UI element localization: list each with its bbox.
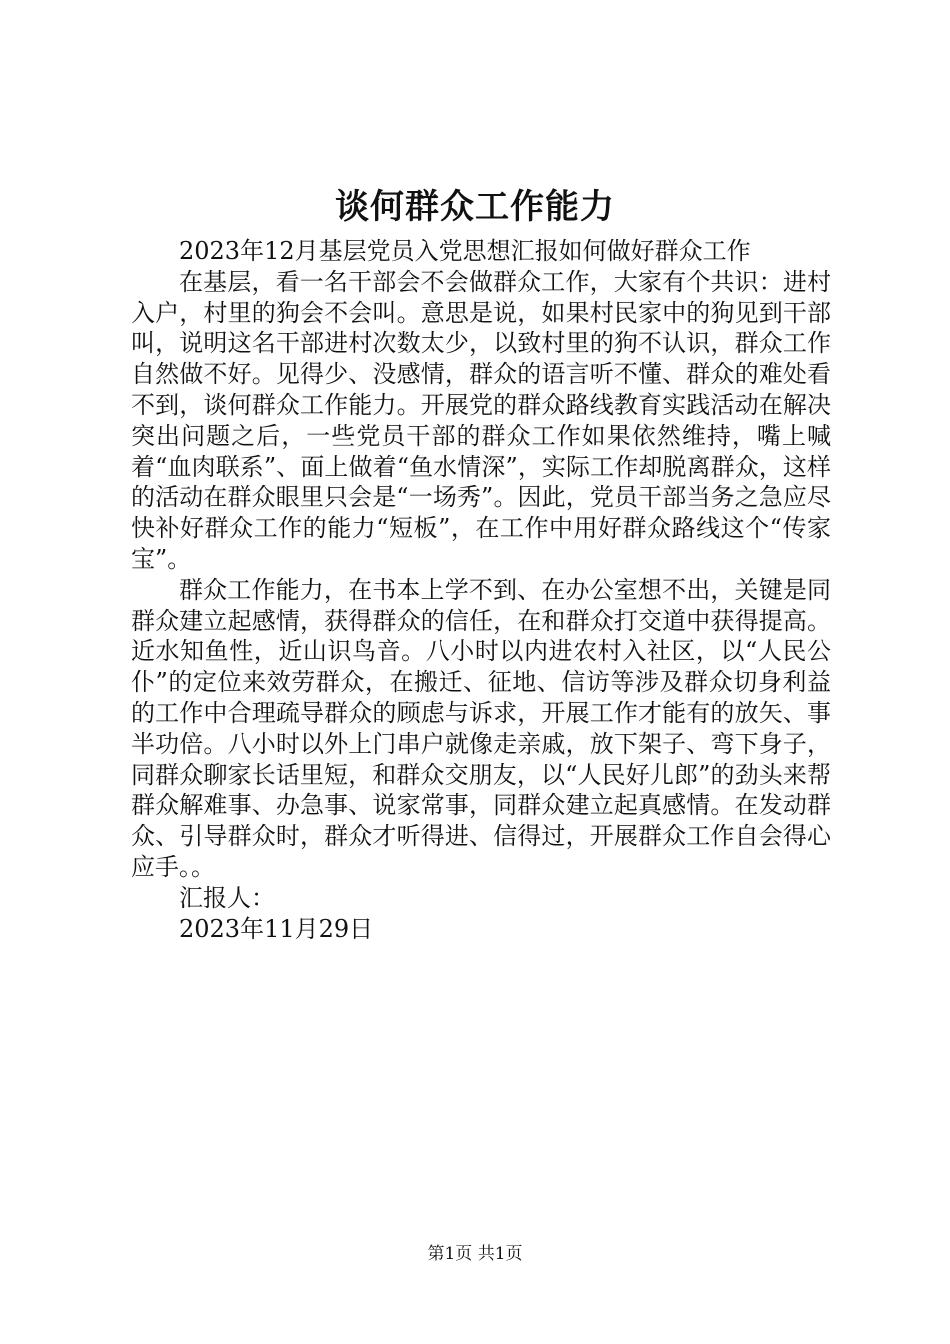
document-title: 谈何群众工作能力 [335, 187, 615, 227]
document-subtitle: 2023年12月基层党员入党思想汇报如何做好群众工作 [179, 237, 751, 265]
reporter-label: 汇报人： [179, 883, 275, 912]
report-date: 2023年11月29日 [179, 914, 374, 943]
document-body [131, 236, 831, 944]
paragraph-2: 群众工作能力，在书本上学不到、在办公室想不出，关键是同群众建立起感情，获得群众的信任，在和群众打交道中获得提高。近水知鱼性，近山识鸟音。八小时以内进农村入社区，以“人民公仆”的定位来效劳群众，在搬迁、征地、信访等涉及群众切身利益的工作中合理疏导群众的顾虑与诉求，开展工作才能有的放矢、事半功倍。八小时以外上门串户就像走亲戚，放下架子、弯下身子，同群众聊家长话里短，和群众交朋友，以“人民好儿郎”的劲头来帮群众解难事、办急事、说家常事，同群众建立起真感情。在发动群众、引导群众时，群众才听得进、信得过，开展群众工作自会得心应手。。 [131, 575, 831, 881]
paragraph-1: 在基层，看一名干部会不会做群众工作，大家有个共识：进村入户，村里的狗会不会叫。意思是说，如果村民家中的狗见到干部叫，说明这名干部进村次数太少，以致村里的狗不认识，群众工作自然做不好。见得少、没感情，群众的语言听不懂、群众的难处看不到，谈何群众工作能力。开展党的群众路线教育实践活动在解决突出问题之后，一些党员干部的群众工作如果依然维持，嘴上喊着“血肉联系”、面上做着“鱼水情深”，实际工作却脱离群众，这样的活动在群众眼里只会是“一场秀”。因此，党员干部当务之急应尽快补好群众工作的能力“短板”，在工作中用好群众路线这个“传家宝”。 [131, 267, 831, 573]
page-number-footer: 第1页 共1页 [427, 1244, 523, 1264]
